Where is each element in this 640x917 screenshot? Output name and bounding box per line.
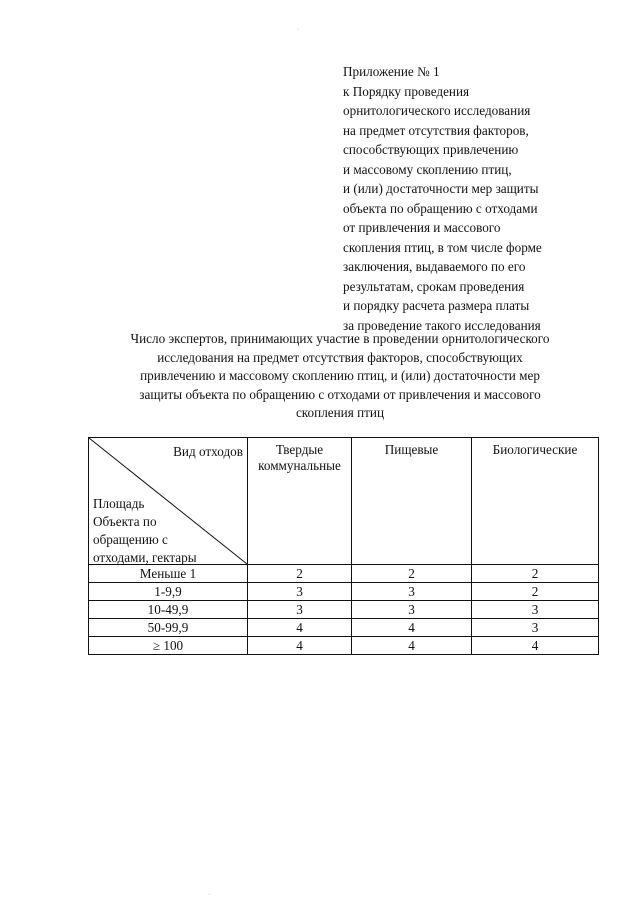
appendix-line: и массовому скоплению птиц, [343,161,512,177]
table-row [89,583,599,601]
appendix-line: к Порядку проведения [343,83,470,99]
cell-value: 2 [472,565,599,583]
table-row [89,565,599,583]
appendix-line: от привлечения и массового [343,220,501,235]
appendix-line: Приложение № 1 [343,64,440,79]
waste-type-label: Вид отходов [173,444,243,459]
title-line: исследования на предмет отсутствия факторов, способствующих [157,349,523,365]
appendix-line: результатам, срокам проведения [343,278,525,294]
table-header-row [89,438,599,565]
column-header-line: Биологические [492,442,578,457]
cell-value: 4 [352,619,472,637]
appendix-line: за проведение такого исследования [343,317,541,333]
cell-value: 3 [472,619,599,637]
area-label-line: Объекта по [93,514,157,529]
column-header-food [352,438,472,565]
experts-table [88,437,599,655]
appendix-line: и (или) достаточности мер защиты [343,181,539,196]
area-label-line: обращению с [93,532,168,547]
column-header-biological [472,438,599,565]
title-line: скопления птиц [295,405,385,421]
cell-value: 2 [248,565,352,583]
cell-value: 4 [472,637,599,655]
appendix-line: способствующих привлечению [343,142,519,157]
scan-artifact: · [297,27,299,33]
column-header-solid-municipal [248,438,352,565]
column-header-line: коммунальные [258,458,341,473]
appendix-line: объекта по обращению с отходами [343,200,538,216]
row-label: 1-9,9 [89,583,248,601]
row-label: Меньше 1 [89,565,248,583]
table-row [89,619,599,637]
appendix-line: заключения, выдаваемого по его [343,259,526,274]
cell-value: 3 [352,583,472,601]
row-label: ≥ 100 [89,637,248,655]
cell-value: 3 [472,601,599,619]
row-label: 50-99,9 [89,619,248,637]
cell-value: 2 [352,565,472,583]
title-line: привлечению и массовому скоплению птиц, и (или) достаточности мер [140,368,540,384]
column-header-line: Пищевые [384,442,439,457]
cell-value: 3 [248,583,352,601]
appendix-line: и порядку расчета размера платы [343,298,530,313]
area-label-line: Площадь [93,496,145,511]
cell-value: 4 [352,637,472,655]
cell-value: 4 [248,619,352,637]
table-row [89,601,599,619]
appendix-header [343,62,633,335]
document-title [90,330,590,423]
title-line: Число экспертов, принимающих участие в проведении орнитологического [130,331,550,346]
table-row [89,637,599,655]
corner-cell [89,438,248,565]
row-label: 10-49,9 [89,601,248,619]
appendix-line: на предмет отсутствия факторов, [343,122,529,138]
cell-value: 3 [248,601,352,619]
appendix-line: скопления птиц, в том числе форме [343,239,542,255]
area-label-line: отходами, гектары [93,550,197,565]
column-header-line: Твердые [275,442,324,457]
appendix-line: орнитологического исследования [343,103,531,118]
title-line: защиты объекта по обращению с отходами от привлечения и массового [139,386,541,402]
cell-value: 2 [472,583,599,601]
area-label [93,495,197,567]
scan-artifact: · [208,892,210,898]
cell-value: 4 [248,637,352,655]
cell-value: 3 [352,601,472,619]
